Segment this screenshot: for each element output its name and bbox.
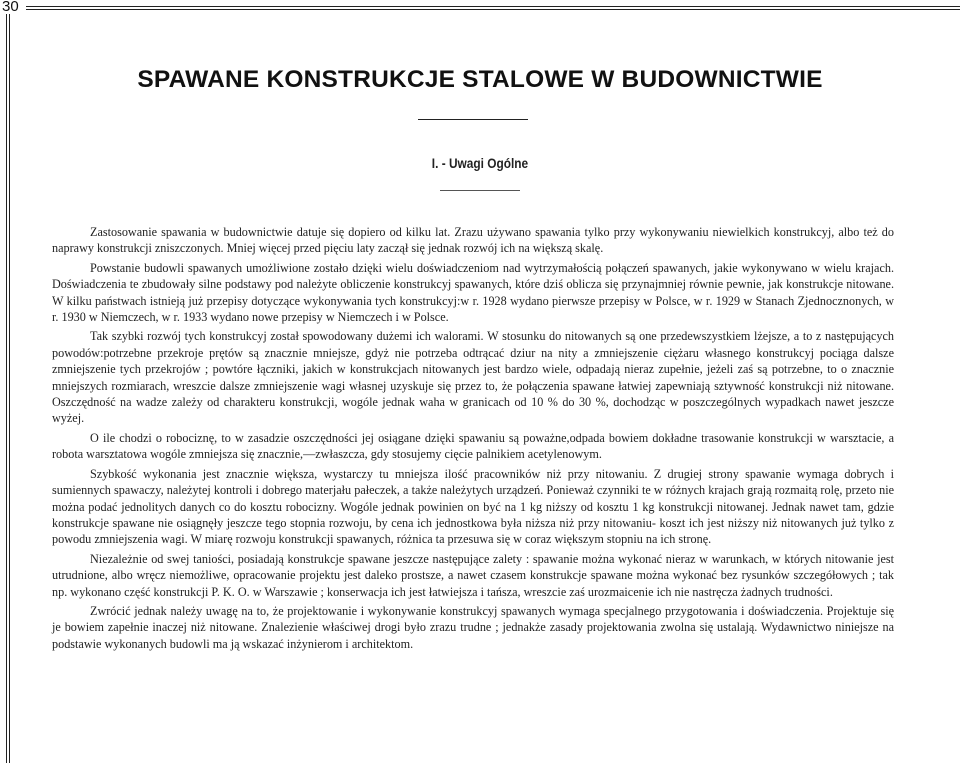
body-text [52, 224, 894, 655]
section-heading: I. - Uwagi Ogólne [431, 156, 529, 171]
page-title: SPAWANE KONSTRUKCJE STALOWE W BUDOWNICTWIE [137, 66, 823, 93]
paragraph: Zastosowanie spawania w budownictwie datuje się dopiero od kilku lat. Zrazu używano spawania tylko przy wykonywaniu niewielkich konstrukcyj, albo też do naprawy konstrukcji zniszczonych. Mniej więcej przed pięciu laty zaczął się jednak rozwój ich na większą skalę. [52, 225, 894, 256]
title-underline [418, 119, 528, 120]
paragraph: Szybkość wykonania jest znacznie większa, wystarczy tu mniejsza ilość pracowników niż przy nitowaniu. Z drugiej strony spawanie wymaga dobrych i sumiennych spawaczy, należytej kontroli i dobrego materjału pałeczek, a także należytych urządzeń. Ponieważ czynniki te w różnych krajach grają rozmaitą rolę, przeto nie można podać jednolitych danych co do kosztu robocizny. Wogóle jednak powinien on być na 1 kg niższy od kosztu 1 kg konstrukcji nitowanej. Jednak nawet tam, gdzie konstrukcje spawane nie osiągnęły jeszcze tego stopnia rozwoju, by cena ich jednostkowa była niższa niż przy nitowaniu- koszt ich jest niższy niż nitowanych już tylko z powodu zmniejszenia wagi. W miarę rozwoju konstrukcji spawanych, różnica ta przesuwa się w coraz większym stopniu na ich stronę. [52, 466, 894, 547]
page-number: 30 [2, 0, 19, 15]
section-underline [440, 190, 520, 191]
paragraph: Powstanie budowli spawanych umożliwione zostało dzięki wielu doświadczeniom nad wytrzymałością połączeń spawanych, jakie wykonywano w wielu krajach. Doświadczenia te zbudowały silne podstawy pod należyte obliczenie konstrukcyj spawanych, które dziś oblicza się przynajmniej równie pewnie, jak konstrukcje nitowane. W kilku państwach istnieją już przepisy dotyczące wykonywania tych konstrukcyj:w r. 1928 wydano pierwsze przepisy w Polsce, w r. 1929 w Stanach Zjednocznonych, w r. 1930 w Niemczech, w r. 1933 wydano nowe przepisy w Niemczech i w Polsce. [52, 260, 894, 325]
paragraph: O ile chodzi o robociznę, to w zasadzie oszczędności jej osiągane dzięki spawaniu są poważne,odpada bowiem dokładne trasowanie konstrukcji w warsztacie, a robota warsztatowa wogóle zmniejsza się znacznie,—zwłaszcza, gdy stosujemy cięcie palnikiem acetylenowym. [52, 430, 894, 462]
paragraph: Zwrócić jednak należy uwagę na to, że projektowanie i wykonywanie konstrukcyj spawanych wymaga specjalnego przygotowania i doświadczenia. Projektuje się je bowiem zapełnie inaczej niż nitowane. Znalezienie właściwej drogi było zrazu trudne ; jednakże zasady projektowania zwolna się ustalają. Wydawnictwo niniejsze na podstawie wykonanych budowli ma ją wskazać inżynierom i architektom. [52, 603, 894, 651]
paragraph: Niezależnie od swej taniości, posiadają konstrukcje spawane jeszcze następujące zalety : spawanie można wykonać nieraz w warunkach, w których nitowanie jest utrudnione, albo wręcz niemożliwe, opracowanie projektu jest daleko prostsze, a nawet czasem konstrukcje spawane można wykonać bez rysunków szczegółowych ; tak np. wykonano część konstrukcji P. K. O. w Warszawie ; konserwacja ich jest łatwiejsza i tańsza, wreszcie zaś urozmaicenie ich nie nastręcza żadnych trudności. [52, 551, 894, 599]
left-border-rule [6, 14, 10, 763]
paragraph: Tak szybki rozwój tych konstrukcyj został spowodowany dużemi ich waloramі. W stosunku do nitowanych są one przedewszystkiem lżejsze, a to z następujących powodów:potrzebne przekroje prętów są znacznie mniejsze, gdyż nie potrzeba odtrącać dziur na nity a zmniejszenie ciężaru własnego konstrukcyj pociąga dalsze zmniejszenie tych przekrojów ; powtóre łączniki, jakich w konstrukcjach nitowanych jest bardzo wiele, odpadają nieraz zupełnie, jeżeli zaś są potrzebne, to o znacznie mniejszych rozmiarach, wreszcie dalsze zmniejszenie wagi własnej uzyskuje się przez to, że połączenia spawane łatwiej zapewniają sztywność konstrukcji niż nitowane. Oszczędność na wadze zależy od charakteru konstrukcji, wogóle jednak waha w granicach od 10 % do 30 %, dochodząc w poszczególnych wypadkach nawet jeszcze wyżej. [52, 329, 894, 426]
top-border-rule [26, 6, 960, 10]
